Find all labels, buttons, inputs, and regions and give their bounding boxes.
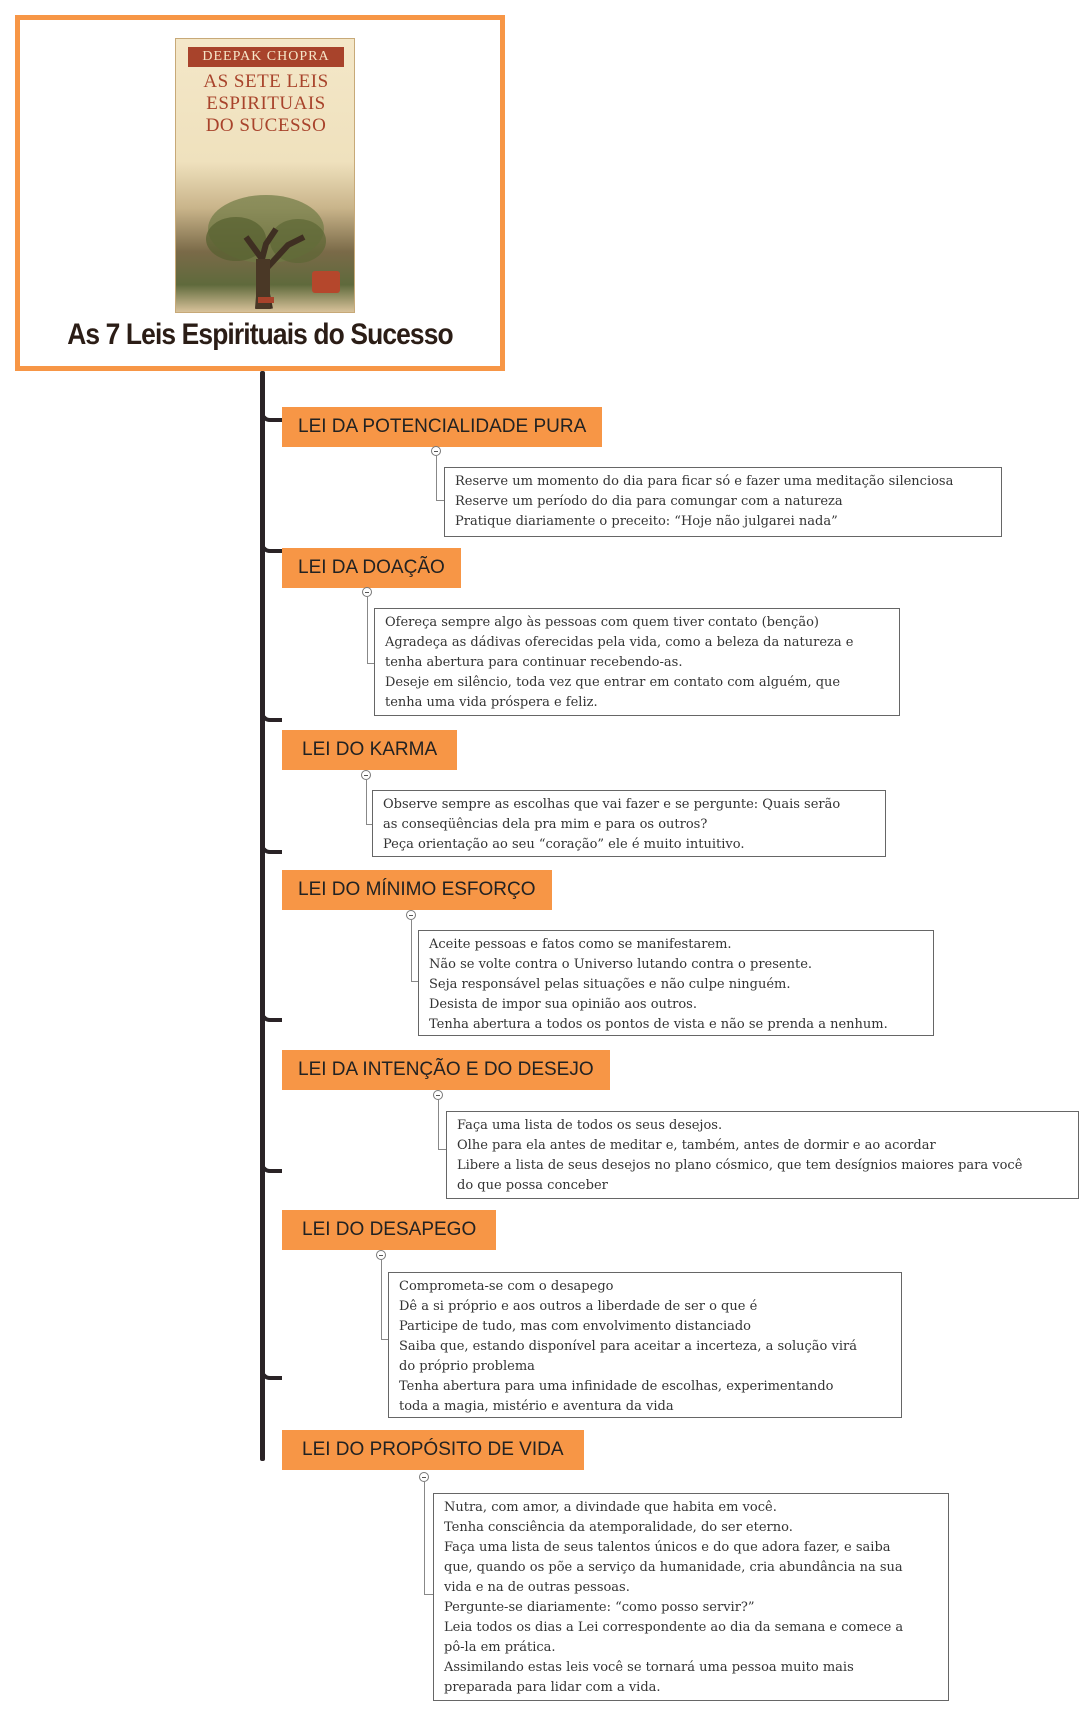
detail-line: Faça uma lista de todos os seus desejos. (457, 1118, 723, 1133)
collapse-toggle[interactable] (433, 1090, 443, 1100)
branch-connector (260, 1358, 282, 1380)
detail-box (388, 1272, 902, 1418)
detail-line: Libere a lista de seus desejos no plano cósmico, que tem desígnios maiores para você (457, 1158, 1023, 1173)
detail-line: Deseje em silêncio, toda vez que entrar em contato com alguém, que (385, 675, 841, 690)
edition-seal (312, 271, 340, 293)
branch-connector (260, 1000, 282, 1022)
law-node-proposito-vida[interactable]: LEI DO PROPÓSITO DE VIDA (282, 1430, 584, 1470)
detail-line: Nutra, com amor, a divindade que habita em você. (444, 1500, 777, 1515)
law-node-desapego[interactable]: LEI DO DESAPEGO (282, 1210, 496, 1250)
detail-line: Participe de tudo, mas com envolvimento distanciado (399, 1319, 752, 1334)
root-node[interactable] (15, 15, 505, 371)
law-node-intencao-desejo[interactable]: LEI DA INTENÇÃO E DO DESEJO (282, 1050, 610, 1090)
collapse-toggle[interactable] (376, 1250, 386, 1260)
tree-illustration (206, 189, 326, 309)
detail-line: Tenha abertura para uma infinidade de escolhas, experimentando (399, 1379, 834, 1394)
branch-connector (260, 832, 282, 854)
detail-line: do próprio problema (399, 1359, 535, 1374)
law-node-minimo-esforco[interactable]: LEI DO MÍNIMO ESFORÇO (282, 870, 552, 910)
collapse-toggle[interactable] (362, 587, 372, 597)
detail-line: Peça orientação ao seu “coração” ele é muito intuitivo. (383, 837, 745, 852)
root-title: As 7 Leis Espirituais do Sucesso (67, 318, 453, 351)
detail-line: Reserve um momento do dia para ficar só e fazer uma meditação silenciosa (455, 474, 954, 489)
book-title-line: AS SETE LEIS (203, 71, 329, 92)
book-title-line: ESPIRITUAIS (206, 93, 326, 114)
detail-line: Reserve um período do dia para comungar com a natureza (455, 494, 843, 509)
detail-box (374, 608, 900, 716)
book-author: DEEPAK CHOPRA (188, 47, 344, 67)
detail-line: Não se volte contra o Universo lutando contra o presente. (429, 957, 813, 972)
law-node-potencialidade-pura[interactable]: LEI DA POTENCIALIDADE PURA (282, 407, 602, 447)
detail-line: Ofereça sempre algo às pessoas com quem tiver contato (benção) (385, 615, 819, 630)
detail-line: Agradeça as dádivas oferecidas pela vida, como a beleza da natureza e (385, 635, 854, 650)
detail-line: tenha abertura para continuar recebendo-as. (385, 655, 683, 670)
detail-line: Desista de impor sua opinião aos outros. (429, 997, 697, 1012)
detail-line: Saiba que, estando disponível para aceitar a incerteza, a solução virá (399, 1339, 857, 1354)
detail-line: Observe sempre as escolhas que vai fazer e se pergunte: Quais serão (383, 797, 841, 812)
detail-line: preparada para lidar com a vida. (444, 1680, 661, 1695)
branch-connector (260, 700, 282, 722)
detail-box (418, 930, 934, 1036)
branch-connector (260, 1151, 282, 1173)
detail-line: pô-la em prática. (444, 1640, 556, 1655)
detail-line: Seja responsável pelas situações e não culpe ninguém. (429, 977, 791, 992)
detail-line: tenha uma vida próspera e feliz. (385, 695, 598, 710)
detail-line: Pratique diariamente o preceito: “Hoje não julgarei nada” (455, 514, 838, 529)
publisher-logo (258, 297, 274, 303)
detail-line: Pergunte-se diariamente: “como posso servir?” (444, 1600, 755, 1615)
detail-line: Comprometa-se com o desapego (399, 1279, 614, 1294)
detail-line: Leia todos os dias a Lei correspondente ao dia da semana e comece a (444, 1620, 904, 1635)
collapse-toggle[interactable] (361, 770, 371, 780)
book-title (182, 71, 350, 137)
branch-connector (260, 400, 282, 422)
detail-line: do que possa conceber (457, 1178, 608, 1193)
detail-line: Aceite pessoas e fatos como se manifestarem. (429, 937, 732, 952)
law-node-karma[interactable]: LEI DO KARMA (282, 730, 457, 770)
detail-box (444, 467, 1002, 537)
detail-box (446, 1111, 1079, 1199)
collapse-toggle[interactable] (431, 446, 441, 456)
detail-box (372, 790, 886, 857)
detail-box (433, 1493, 949, 1701)
detail-line: Faça uma lista de seus talentos únicos e do que adora fazer, e saiba (444, 1540, 891, 1555)
detail-line: Tenha consciência da atemporalidade, do ser eterno. (444, 1520, 793, 1535)
branch-connector (260, 531, 282, 553)
detail-line: as conseqüências dela pra mim e para os outros? (383, 817, 708, 832)
book-title-line: DO SUCESSO (205, 115, 327, 136)
detail-line: que, quando os põe a serviço da humanidade, cria abundância na sua (444, 1560, 903, 1575)
detail-line: Assimilando estas leis você se tornará uma pessoa muito mais (444, 1660, 854, 1675)
detail-line: vida e na de outras pessoas. (444, 1580, 630, 1595)
detail-line: toda a magia, mistério e aventura da vida (399, 1399, 674, 1414)
law-node-doacao[interactable]: LEI DA DOAÇÃO (282, 548, 461, 588)
book-cover-image (175, 38, 355, 313)
collapse-toggle[interactable] (406, 910, 416, 920)
detail-line: Tenha abertura a todos os pontos de vista e não se prenda a nenhum. (429, 1017, 888, 1032)
detail-line: Dê a si próprio e aos outros a liberdade de ser o que é (399, 1299, 758, 1314)
collapse-toggle[interactable] (419, 1472, 429, 1482)
detail-line: Olhe para ela antes de meditar e, também, antes de dormir e ao acordar (457, 1138, 936, 1153)
